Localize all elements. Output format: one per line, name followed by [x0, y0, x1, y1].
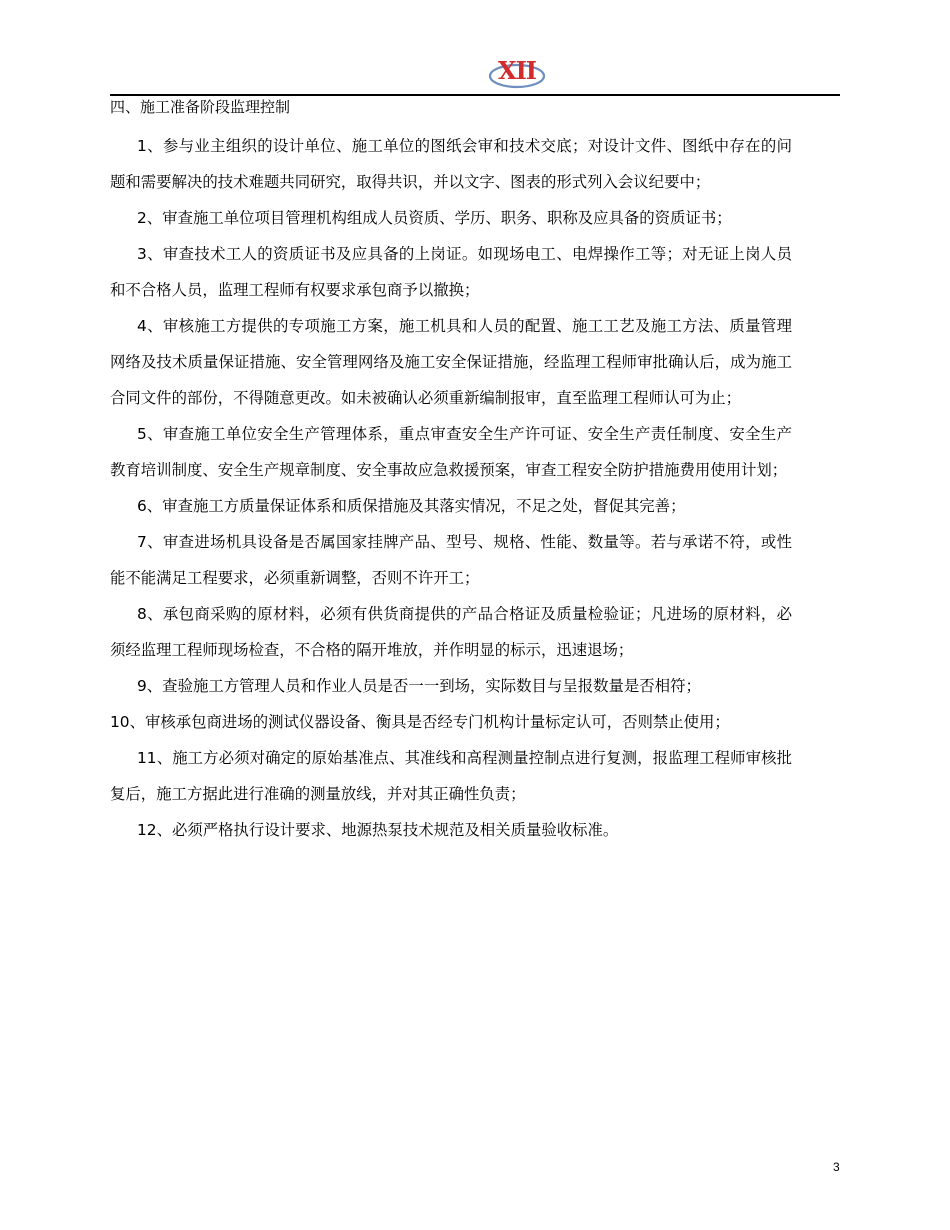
list-item-5: 5、审查施工单位安全生产管理体系，重点审查安全生产许可证、安全生产责任制度、安全生产教育培训制度、安全生产规章制度、安全事故应急救援预案，审查工程安全防护措施费用使用计划； — [110, 425, 792, 479]
logo-graphic — [486, 52, 548, 94]
company-logo — [486, 52, 548, 94]
list-item-11: 11、施工方必须对确定的原始基准点、其准线和高程测量控制点进行复测，报监理工程师审核批复后，施工方据此进行准确的测量放线，并对其正确性负责； — [110, 749, 792, 803]
body-text — [110, 128, 792, 848]
list-item-9: 9、查验施工方管理人员和作业人员是否一一到场，实际数目与呈报数量是否相符； — [137, 677, 701, 695]
list-item-7: 7、审查进场机具设备是否属国家挂牌产品、型号、规格、性能、数量等。若与承诺不符，或性能不能满足工程要求，必须重新调整，否则不许开工； — [110, 533, 792, 587]
list-item-8: 8、承包商采购的原材料，必须有供货商提供的产品合格证及质量检验证；凡进场的原材料，必须经监理工程师现场检查，不合格的隔开堆放，并作明显的标示，迅速退场； — [110, 605, 792, 659]
list-item-6: 6、审查施工方质量保证体系和质保措施及其落实情况，不足之处，督促其完善； — [137, 497, 686, 515]
section-title: 四、施工准备阶段监理控制 — [110, 98, 291, 116]
list-item-1: 1、参与业主组织的设计单位、施工单位的图纸会审和技术交底；对设计文件、图纸中存在的问题和需要解决的技术难题共同研究，取得共识，并以文字、图表的形式列入会议纪要中； — [110, 137, 792, 191]
page-number: 3 — [833, 1160, 840, 1174]
list-item-12: 12、必须严格执行设计要求、地源热泵技术规范及相关质量验收标准。 — [137, 821, 619, 839]
list-item-3: 3、审查技术工人的资质证书及应具备的上岗证。如现场电工、电焊操作工等；对无证上岗人员和不合格人员，监理工程师有权要求承包商予以撤换； — [110, 245, 792, 299]
list-item-10: 10、审核承包商进场的测试仪器设备、衡具是否经专门机构计量标定认可，否则禁止使用； — [110, 713, 730, 731]
logo-lettering: XII — [497, 56, 537, 85]
list-item-4: 4、审核施工方提供的专项施工方案，施工机具和人员的配置、施工工艺及施工方法、质量管理网络及技术质量保证措施、安全管理网络及施工安全保证措施，经监理工程师审批确认后，成为施工合同文件的部份，不得随意更改。如未被确认必须重新编制报审，直至监理工程师认可为止； — [110, 317, 792, 407]
list-item-2: 2、审查施工单位项目管理机构组成人员资质、学历、职务、职称及应具备的资质证书； — [137, 209, 732, 227]
